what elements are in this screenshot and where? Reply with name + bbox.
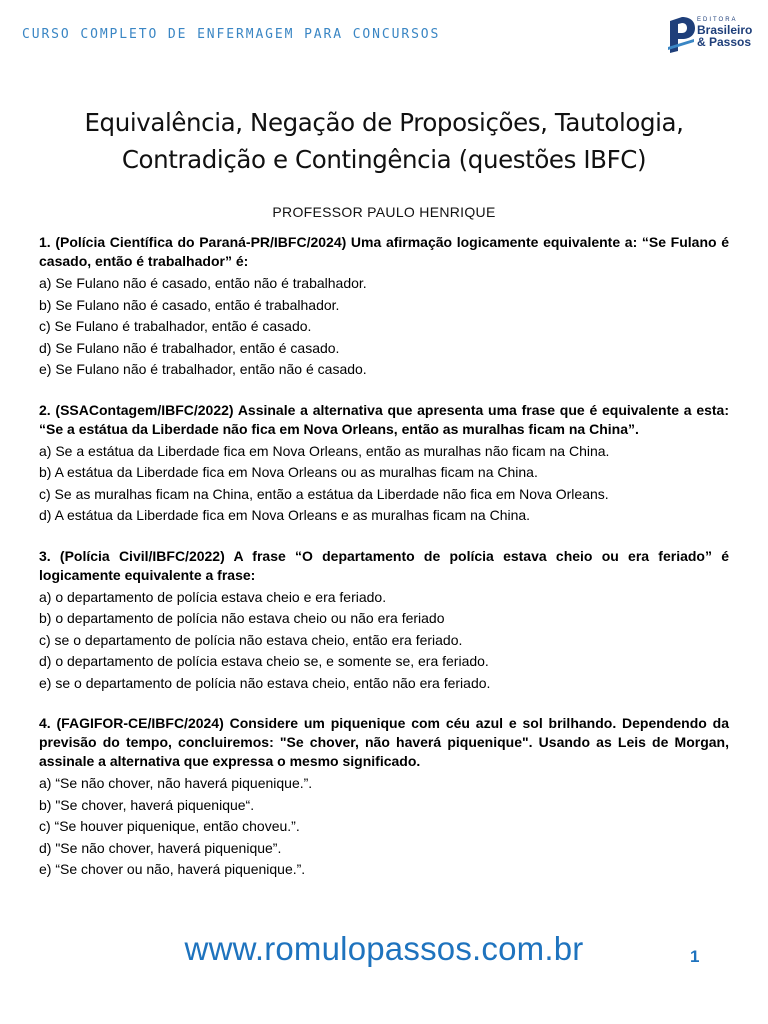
answer-option-a: a) Se Fulano não é casado, então não é trabalhador. — [39, 275, 367, 291]
answer-option-c: c) “Se houver piquenique, então choveu.”. — [39, 818, 300, 834]
answer-options — [39, 441, 729, 527]
question-stem: 1. (Polícia Científica do Paraná-PR/IBFC/2024) Uma afirmação logicamente equivalente a: “Se Fulano é casado, então é trabalhador” é: — [39, 234, 729, 269]
logo-name-line2: & Passos — [697, 35, 752, 49]
answer-option-c: c) Se as muralhas ficam na China, então a estátua da Liberdade não fica em Nova Orleans. — [39, 485, 609, 502]
document-title-line1: Equivalência, Negação de Proposições, Tautologia, — [84, 108, 684, 137]
answer-options — [39, 273, 729, 381]
publisher-logo-icon — [668, 17, 696, 53]
logo-editora-label: EDITORA — [697, 17, 738, 23]
course-title: CURSO COMPLETO DE ENFERMAGEM PARA CONCURSOS — [22, 27, 441, 42]
question-stem: 3. (Polícia Civil/IBFC/2022) A frase “O departamento de polícia estava cheio ou era feriado” é logicamente equivalente a frase: — [39, 547, 729, 583]
answer-option-b: b) A estátua da Liberdade fica em Nova Orleans ou as muralhas ficam na China. — [39, 464, 538, 480]
answer-option-d: d) o departamento de polícia estava cheio se, e somente se, era feriado. — [39, 653, 489, 669]
answer-option-b: b) Se Fulano não é casado, então é trabalhador. — [39, 296, 340, 313]
answer-option-e: e) Se Fulano não é trabalhador, então não é casado. — [39, 361, 367, 377]
question-2 — [39, 401, 729, 527]
answer-option-a: a) “Se não chover, não haverá piquenique.”. — [39, 775, 313, 791]
answer-option-a: a) Se a estátua da Liberdade fica em Nova Orleans, então as muralhas não ficam na China. — [39, 442, 610, 459]
answer-option-c: c) Se Fulano é trabalhador, então é casado. — [39, 318, 312, 334]
document-title — [20, 104, 748, 178]
answer-option-b: b) "Se chover, haverá piquenique“. — [39, 796, 255, 813]
question-list — [39, 233, 729, 901]
publisher-logo-text — [697, 17, 759, 48]
answer-option-e: e) se o departamento de polícia não estava cheio, então não era feriado. — [39, 674, 491, 691]
answer-option-d: d) "Se não chover, haverá piquenique”. — [39, 839, 282, 856]
publisher-logo — [668, 17, 758, 55]
answer-option-d: d) Se Fulano não é trabalhador, então é casado. — [39, 339, 340, 356]
page-number: 1 — [690, 947, 700, 966]
answer-options — [39, 773, 729, 881]
question-stem: 2. (SSAContagem/IBFC/2022) Assinale a alternativa que apresenta uma frase que é equivalente a esta: “Se a estátua da Liberdade não fica em Nova Orleans, então as muralhas ficam na China”. — [39, 401, 729, 437]
answer-option-a: a) o departamento de polícia estava cheio e era feriado. — [39, 588, 387, 605]
website-link[interactable]: www.romulopassos.com.br — [184, 930, 584, 967]
question-3 — [39, 547, 729, 695]
question-1 — [39, 233, 729, 381]
answer-option-d: d) A estátua da Liberdade fica em Nova Orleans e as muralhas ficam na China. — [39, 507, 531, 523]
answer-option-c: c) se o departamento de polícia não estava cheio, então era feriado. — [39, 631, 463, 648]
page-header — [0, 0, 768, 60]
question-4 — [39, 714, 729, 881]
professor-name: PROFESSOR PAULO HENRIQUE — [272, 204, 496, 220]
document-title-line2: Contradição e Contingência (questões IBFC) — [121, 145, 647, 174]
answer-option-e: e) “Se chover ou não, haverá piquenique.”. — [39, 861, 306, 877]
answer-options — [39, 587, 729, 695]
question-stem: 4. (FAGIFOR-CE/IBFC/2024) Considere um piquenique com céu azul e sol brilhando. Dependendo da previsão do tempo, concluiremos: "Se chover, não haverá piquenique". Usando as Leis de Morgan, assinale a alternativa que expressa o mesmo significado. — [39, 715, 729, 769]
logo-name-line1: Brasileiro — [697, 23, 753, 37]
answer-option-b: b) o departamento de polícia não estava cheio ou não era feriado — [39, 610, 445, 626]
